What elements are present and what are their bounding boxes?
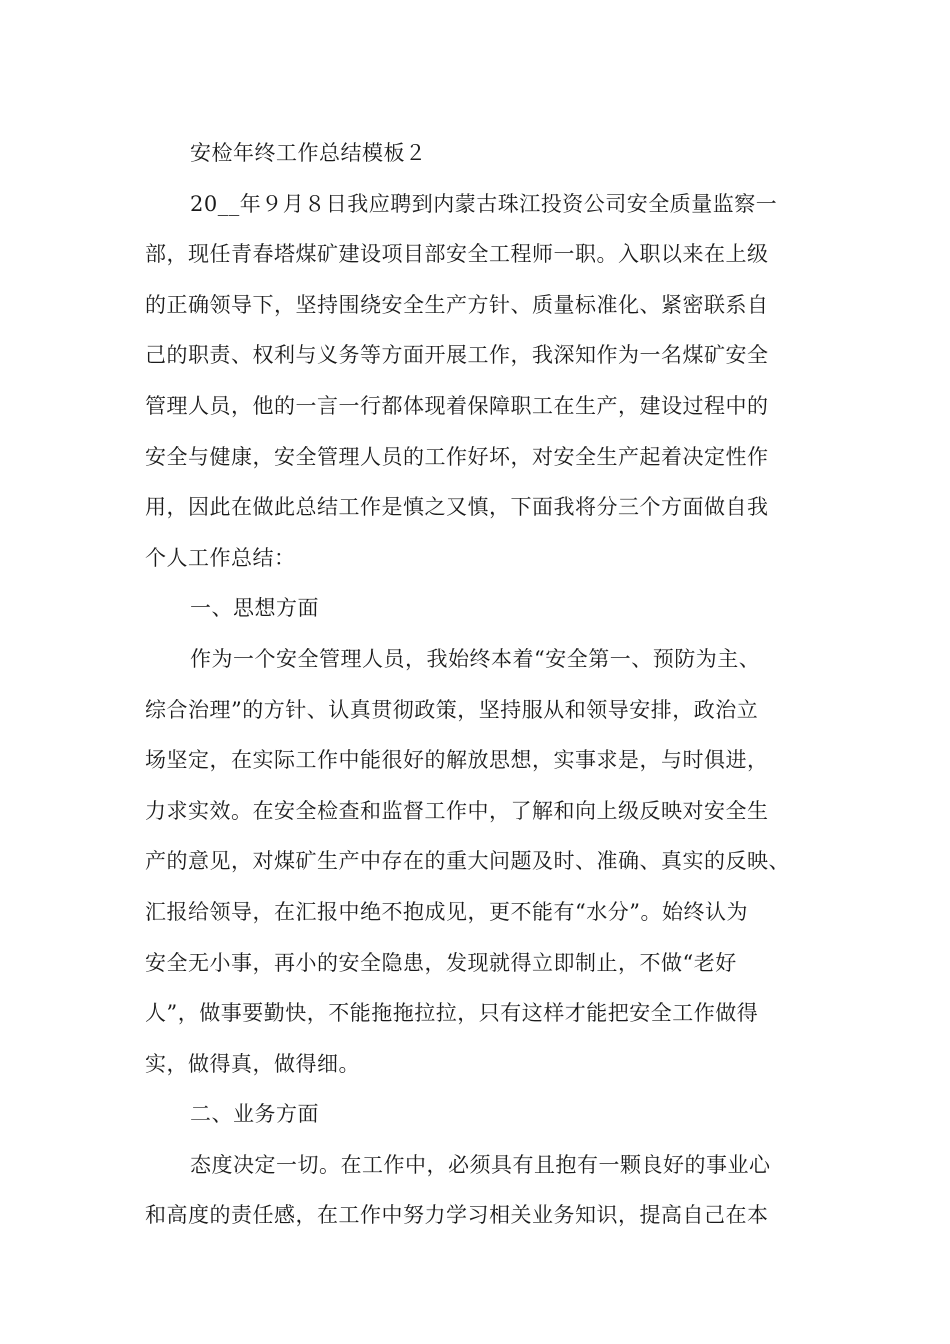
text-line: 人”，做事要勤快，不能拖拖拉拉，只有这样才能把安全工作做得 bbox=[145, 1001, 759, 1026]
text-line: 己的职责、权利与义务等方面开展工作，我深知作为一名煤矿安全 bbox=[145, 343, 769, 368]
section-heading-business: 二、业务方面 bbox=[190, 1102, 319, 1127]
text-line: 力求实效。在安全检查和监督工作中，了解和向上级反映对安全生 bbox=[145, 798, 769, 823]
text-line: 产的意见，对煤矿生产中存在的重大问题及时、准确、真实的反映、 bbox=[145, 849, 790, 874]
text-line: 用，因此在做此总结工作是慎之又慎，下面我将分三个方面做自我 bbox=[145, 495, 769, 520]
text-line: 汇报给领导，在汇报中绝不抱成见，更不能有“水分”。始终认为 bbox=[145, 899, 748, 924]
text-line: 的正确领导下，坚持围绕安全生产方针、质量标准化、紧密联系自 bbox=[145, 292, 769, 317]
text-line: 20__年９月８日我应聘到内蒙古珠江投资公司安全质量监察一 bbox=[190, 191, 778, 216]
text-line: 安全无小事，再小的安全隐患，发现就得立即制止，不做“老好 bbox=[145, 950, 737, 975]
text-line: 个人工作总结： bbox=[145, 545, 296, 570]
paragraph-thought bbox=[145, 634, 810, 1089]
paragraph-business bbox=[145, 1140, 810, 1241]
text-line: 场坚定，在实际工作中能很好的解放思想，实事求是，与时俱进， bbox=[145, 748, 769, 773]
text-line: 综合治理”的方针、认真贯彻政策，坚持服从和领导安排，政治立 bbox=[145, 697, 759, 722]
document-body bbox=[145, 128, 810, 1241]
text-line: 作为一个安全管理人员，我始终本着“安全第一、预防为主、 bbox=[190, 646, 761, 671]
text-line: 安全与健康，安全管理人员的工作好坏，对安全生产起着决定性作 bbox=[145, 444, 769, 469]
text-line: 和高度的责任感，在工作中努力学习相关业务知识，提高自己在本 bbox=[145, 1203, 769, 1228]
document-title: 安检年终工作总结模板２ bbox=[190, 141, 427, 165]
text-line: 态度决定一切。在工作中，必须具有且抱有一颗良好的事业心 bbox=[190, 1152, 771, 1177]
text-line: 管理人员，他的一言一行都体现着保障职工在生产，建设过程中的 bbox=[145, 393, 769, 418]
text-line: 部，现任青春塔煤矿建设项目部安全工程师一职。入职以来在上级 bbox=[145, 242, 769, 267]
paragraph-intro bbox=[145, 179, 810, 584]
text-line: 实，做得真，做得细。 bbox=[145, 1051, 360, 1076]
section-heading-thought: 一、思想方面 bbox=[190, 596, 319, 621]
